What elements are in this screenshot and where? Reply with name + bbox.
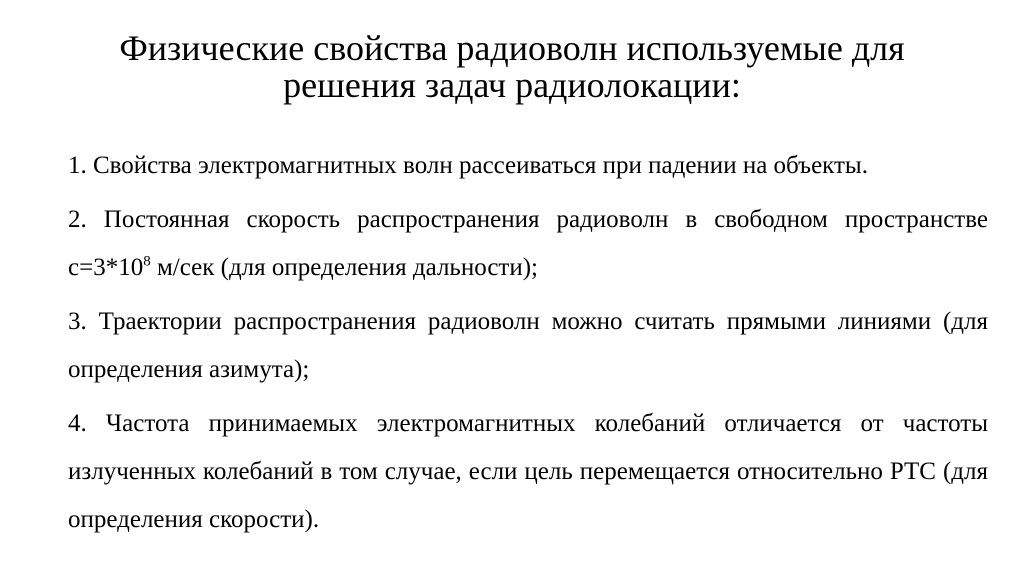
list-item-3 — [68, 298, 988, 394]
item-3-text: Траектории распространения радиоволн можно считать прямыми линиями (для определения азимута); — [68, 308, 989, 383]
item-1-text: Свойства электромагнитных волн рассеиваться при падении на объекты. — [93, 152, 868, 179]
item-2-number: 2. — [68, 206, 87, 233]
slide-title-line1: Физические свойства радиоволн используемые для — [119, 28, 905, 68]
item-1-number: 1. — [68, 152, 87, 179]
slide-body — [68, 142, 988, 544]
slide-title-line2: решения задач радиолокации: — [283, 65, 741, 105]
item-3-number: 3. — [68, 308, 87, 335]
list-item-4 — [68, 400, 988, 544]
item-4-number: 4. — [68, 410, 87, 437]
item-2-text-after-sup: м/сек (для определения дальности); — [150, 254, 539, 281]
item-2-superscript: 8 — [143, 253, 151, 270]
list-item-2 — [68, 196, 988, 292]
item-2-text-before-sup: Постоянная скорость распространения радиоволн в свободном пространстве с=3*10 — [68, 206, 988, 281]
slide-title — [0, 0, 1024, 104]
item-4-text: Частота принимаемых электромагнитных колебаний отличается от частоты излученных колебаний в том случае, если цель перемещается относительно РТС (для определения скорости). — [68, 410, 988, 533]
list-item-1 — [68, 142, 988, 190]
